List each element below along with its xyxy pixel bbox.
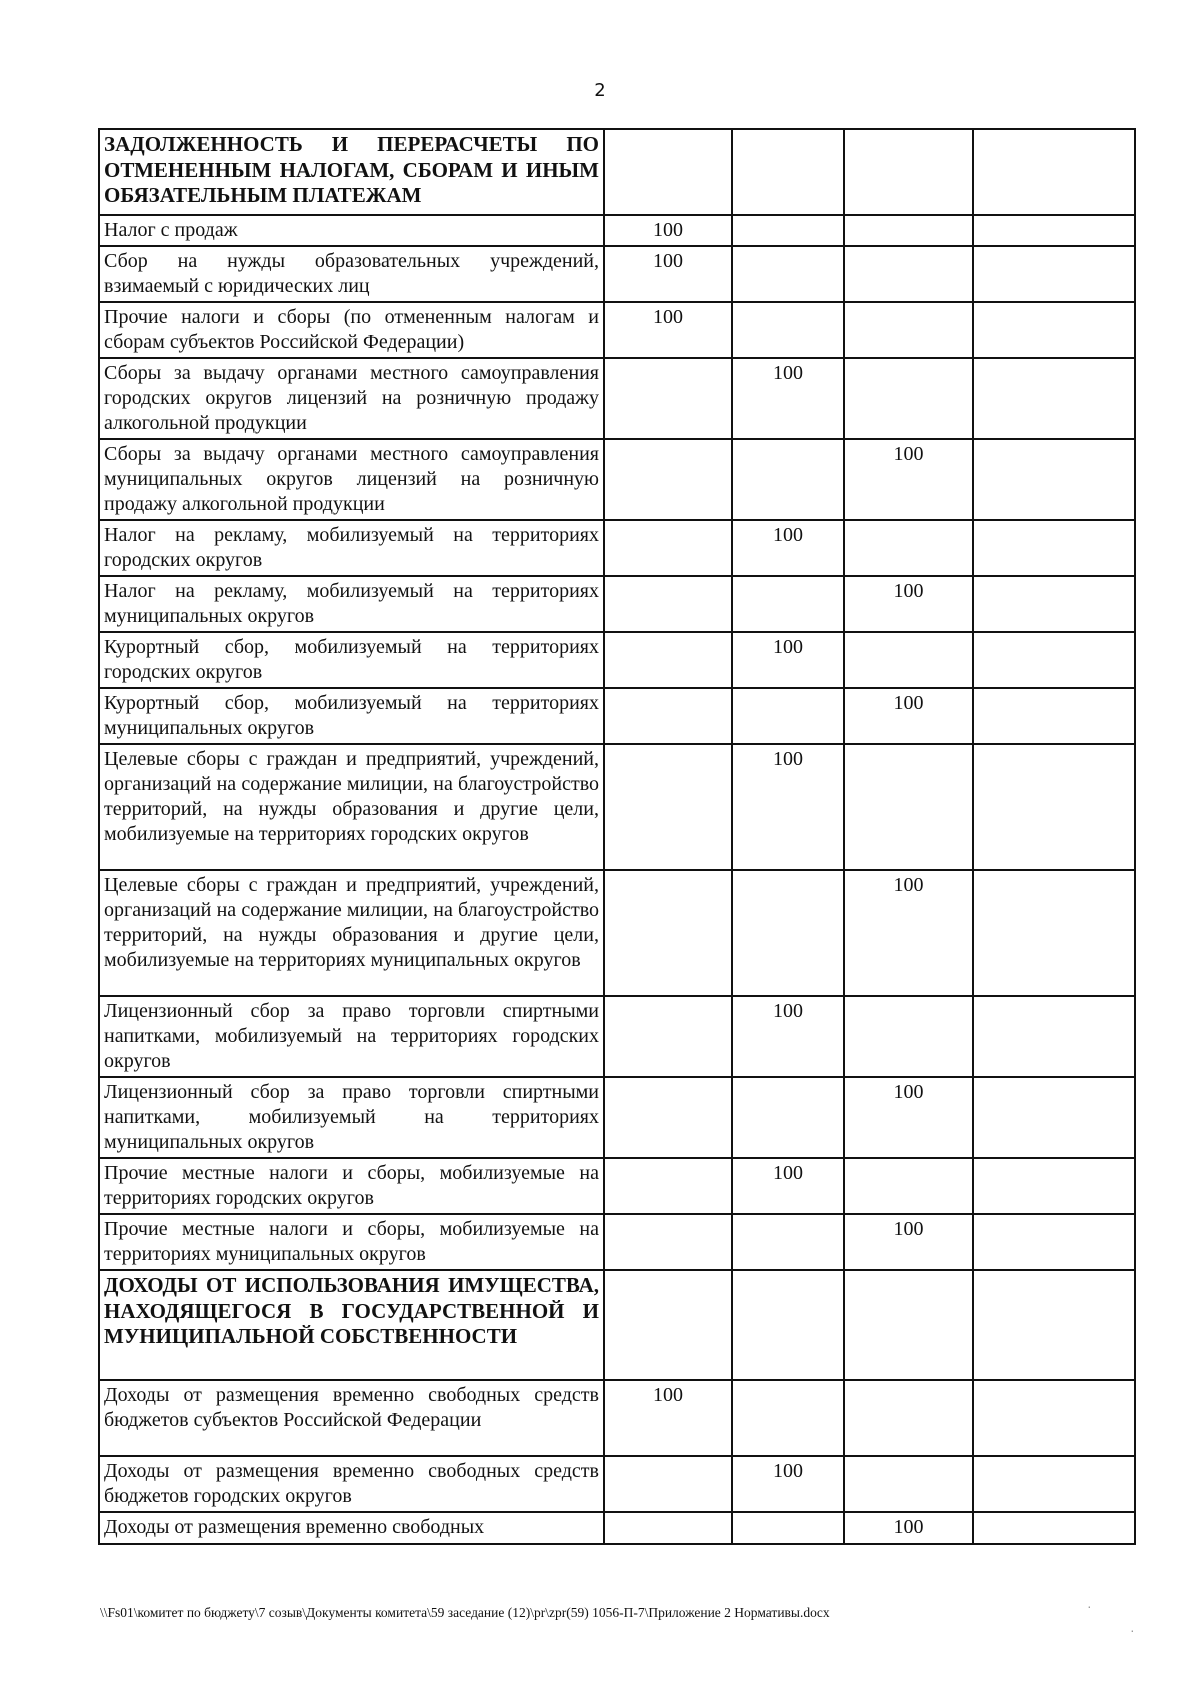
- norm-value-col2: 100: [732, 632, 844, 688]
- norm-value-col1: [604, 1270, 732, 1380]
- norm-value-col3: [844, 632, 973, 688]
- norm-value-col1: [604, 688, 732, 744]
- norm-value-col3: [844, 996, 973, 1077]
- norm-value-col2: [732, 1214, 844, 1270]
- norm-value-col3: [844, 744, 973, 870]
- row-name: Сборы за выдачу органами местного самоуправления муниципальных округов лицензий на розничную продажу алкогольной продукции: [99, 439, 604, 520]
- row-name: Доходы от размещения временно свободных средств бюджетов городских округов: [99, 1456, 604, 1512]
- norm-value-col2: [732, 576, 844, 632]
- norm-value-col4: [973, 358, 1135, 439]
- norm-value-col3: 100: [844, 439, 973, 520]
- table-row: [99, 576, 1135, 632]
- table-row: [99, 1158, 1135, 1214]
- table-row: [99, 215, 1135, 246]
- table-row: [99, 1512, 1135, 1544]
- norm-value-col4: [973, 576, 1135, 632]
- table-row: [99, 1380, 1135, 1456]
- norm-value-col3: 100: [844, 576, 973, 632]
- norm-value-col3: [844, 246, 973, 302]
- norm-value-col4: [973, 1512, 1135, 1544]
- table-row: [99, 1214, 1135, 1270]
- norm-value-col2: 100: [732, 744, 844, 870]
- row-name: Налог с продаж: [99, 215, 604, 246]
- norm-value-col1: [604, 1158, 732, 1214]
- norm-value-col1: [604, 129, 732, 215]
- norm-value-col2: 100: [732, 520, 844, 576]
- norm-value-col2: 100: [732, 1158, 844, 1214]
- norm-value-col2: 100: [732, 996, 844, 1077]
- row-name: Прочие налоги и сборы (по отмененным налогам и сборам субъектов Российской Федерации): [99, 302, 604, 358]
- norm-value-col2: 100: [732, 358, 844, 439]
- norm-value-col1: [604, 520, 732, 576]
- norm-value-col4: [973, 870, 1135, 996]
- norm-value-col2: [732, 1077, 844, 1158]
- norm-value-col2: [732, 1512, 844, 1544]
- norm-value-col4: [973, 996, 1135, 1077]
- row-name: Лицензионный сбор за право торговли спиртными напитками, мобилизуемый на территориях муниципальных округов: [99, 1077, 604, 1158]
- row-name: Прочие местные налоги и сборы, мобилизуемые на территориях городских округов: [99, 1158, 604, 1214]
- norm-value-col3: 100: [844, 1512, 973, 1544]
- section-header-text: ЗАДОЛЖЕННОСТЬ И ПЕРЕРАСЧЕТЫ ПО ОТМЕНЕННЫМ НАЛОГАМ, СБОРАМ И ИНЫМ ОБЯЗАТЕЛЬНЫМ ПЛАТЕЖАМ: [99, 129, 604, 215]
- row-name: Целевые сборы с граждан и предприятий, учреждений, организаций на содержание милиции, на благоустройство территорий, на нужды образования и другие цели, мобилизуемые на территориях городских округов: [99, 744, 604, 870]
- row-name: Прочие местные налоги и сборы, мобилизуемые на территориях муниципальных округов: [99, 1214, 604, 1270]
- norm-value-col1: [604, 1456, 732, 1512]
- norm-value-col3: [844, 1456, 973, 1512]
- norm-value-col4: [973, 1456, 1135, 1512]
- norm-value-col3: [844, 215, 973, 246]
- row-name: Лицензионный сбор за право торговли спиртными напитками, мобилизуемый на территориях городских округов: [99, 996, 604, 1077]
- norm-value-col2: [732, 688, 844, 744]
- row-name: Целевые сборы с граждан и предприятий, учреждений, организаций на содержание милиции, на благоустройство территорий, на нужды образования и другие цели, мобилизуемые на территориях муниципальных округов: [99, 870, 604, 996]
- table-row: [99, 302, 1135, 358]
- scan-mark: ·: [1130, 1622, 1135, 1638]
- row-name: Доходы от размещения временно свободных средств бюджетов субъектов Российской Федерации: [99, 1380, 604, 1456]
- table-row: [99, 439, 1135, 520]
- scan-mark: ·: [1087, 1598, 1092, 1614]
- norm-value-col1: 100: [604, 215, 732, 246]
- norm-value-col4: [973, 688, 1135, 744]
- section-header-row: [99, 129, 1135, 215]
- norm-value-col1: [604, 1512, 732, 1544]
- norm-value-col1: 100: [604, 1380, 732, 1456]
- norm-value-col1: [604, 439, 732, 520]
- norm-value-col1: [604, 1214, 732, 1270]
- row-name: Сбор на нужды образовательных учреждений, взимаемый с юридических лиц: [99, 246, 604, 302]
- norm-value-col1: [604, 358, 732, 439]
- table-row: [99, 1456, 1135, 1512]
- norm-value-col3: [844, 1380, 973, 1456]
- norm-value-col3: [844, 1158, 973, 1214]
- section-header-row: [99, 1270, 1135, 1380]
- norm-value-col4: [973, 215, 1135, 246]
- norm-value-col4: [973, 1158, 1135, 1214]
- norm-value-col4: [973, 1270, 1135, 1380]
- norm-value-col4: [973, 1077, 1135, 1158]
- norm-value-col4: [973, 439, 1135, 520]
- norm-value-col4: [973, 302, 1135, 358]
- table-row: [99, 1077, 1135, 1158]
- norm-value-col3: 100: [844, 1077, 973, 1158]
- page-number: 2: [594, 80, 606, 101]
- norm-value-col1: [604, 996, 732, 1077]
- table-row: [99, 358, 1135, 439]
- row-name: Курортный сбор, мобилизуемый на территориях муниципальных округов: [99, 688, 604, 744]
- norm-value-col4: [973, 246, 1135, 302]
- norm-value-col3: [844, 129, 973, 215]
- norm-value-col2: [732, 439, 844, 520]
- norm-value-col3: 100: [844, 1214, 973, 1270]
- norm-value-col2: [732, 1380, 844, 1456]
- norm-value-col1: [604, 632, 732, 688]
- table-row: [99, 520, 1135, 576]
- norm-value-col3: 100: [844, 870, 973, 996]
- norm-value-col2: [732, 215, 844, 246]
- table-row: [99, 688, 1135, 744]
- norm-value-col3: [844, 358, 973, 439]
- norm-value-col1: 100: [604, 302, 732, 358]
- norm-value-col1: 100: [604, 246, 732, 302]
- row-name: Сборы за выдачу органами местного самоуправления городских округов лицензий на розничную продажу алкогольной продукции: [99, 358, 604, 439]
- norm-value-col2: [732, 870, 844, 996]
- norm-value-col4: [973, 129, 1135, 215]
- norm-value-col4: [973, 1214, 1135, 1270]
- row-name: Налог на рекламу, мобилизуемый на территориях городских округов: [99, 520, 604, 576]
- norm-value-col2: [732, 129, 844, 215]
- norm-value-col2: [732, 246, 844, 302]
- table-row: [99, 996, 1135, 1077]
- norm-value-col1: [604, 744, 732, 870]
- norm-value-col3: [844, 1270, 973, 1380]
- table-row: [99, 744, 1135, 870]
- row-name: Налог на рекламу, мобилизуемый на территориях муниципальных округов: [99, 576, 604, 632]
- row-name: Курортный сбор, мобилизуемый на территориях городских округов: [99, 632, 604, 688]
- row-name: Доходы от размещения временно свободных: [99, 1512, 604, 1544]
- norm-value-col1: [604, 576, 732, 632]
- norm-value-col3: 100: [844, 688, 973, 744]
- table-row: [99, 870, 1135, 996]
- table-row: [99, 632, 1135, 688]
- norm-value-col1: [604, 870, 732, 996]
- norms-table: [98, 128, 1136, 1545]
- norm-value-col3: [844, 520, 973, 576]
- norm-value-col2: [732, 302, 844, 358]
- norm-value-col3: [844, 302, 973, 358]
- norm-value-col4: [973, 744, 1135, 870]
- norm-value-col4: [973, 632, 1135, 688]
- norm-value-col2: 100: [732, 1456, 844, 1512]
- norm-value-col2: [732, 1270, 844, 1380]
- norm-value-col4: [973, 1380, 1135, 1456]
- section-header-text: ДОХОДЫ ОТ ИСПОЛЬЗОВАНИЯ ИМУЩЕСТВА, НАХОДЯЩЕГОСЯ В ГОСУДАРСТВЕННОЙ И МУНИЦИПАЛЬНОЙ СОБСТВЕННОСТИ: [99, 1270, 604, 1380]
- table-row: [99, 246, 1135, 302]
- norm-value-col4: [973, 520, 1135, 576]
- file-path-footer: \\Fs01\комитет по бюджету\7 созыв\Документы комитета\59 заседание (12)\pr\zpr(59) 1056-П-7\Приложение 2 Нормативы.docx: [100, 1605, 830, 1620]
- norm-value-col1: [604, 1077, 732, 1158]
